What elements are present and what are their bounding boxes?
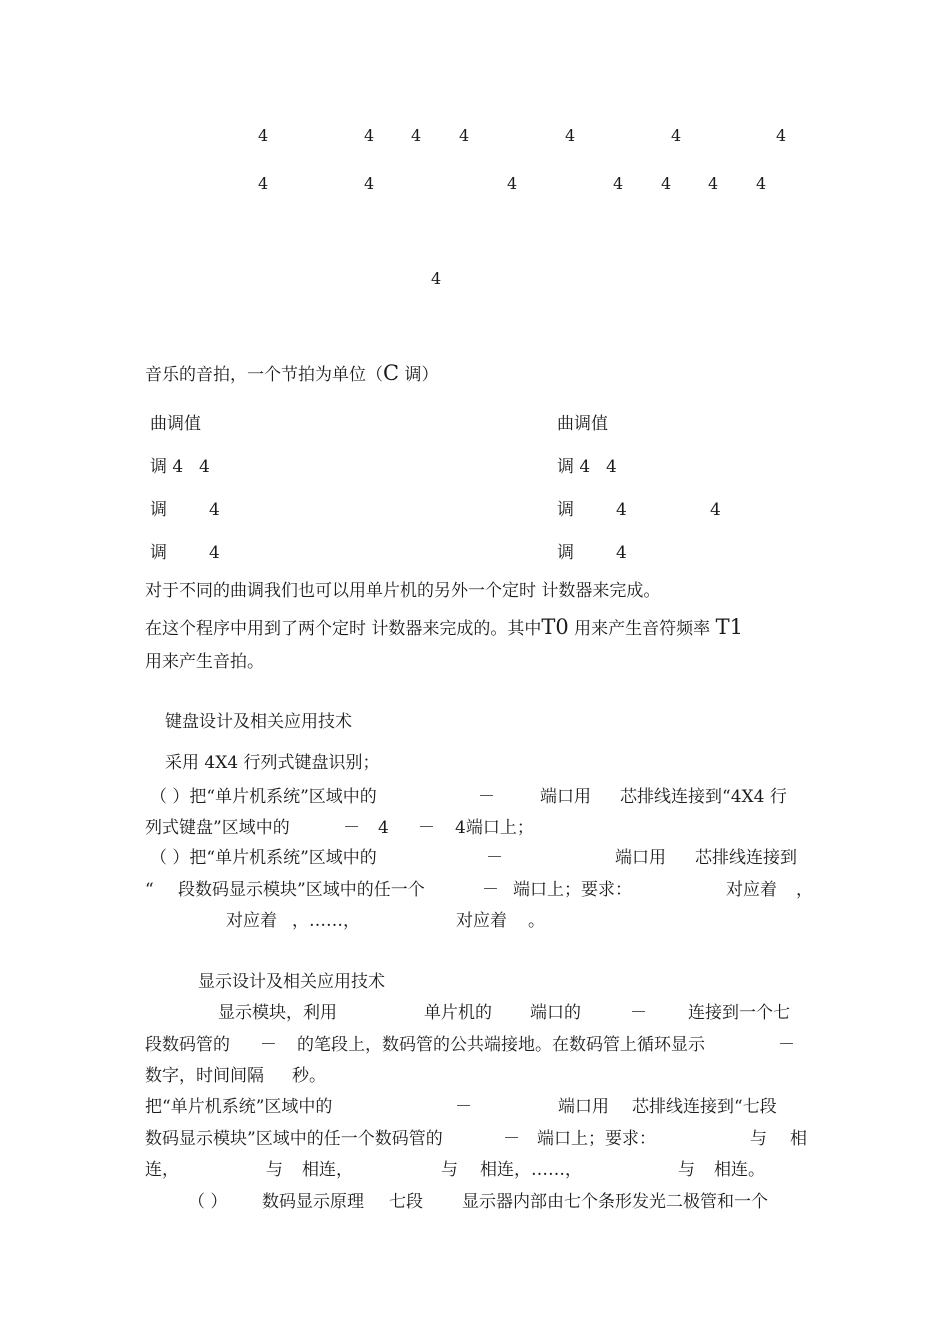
table-cell: 4 bbox=[606, 457, 617, 477]
digit: 4 bbox=[364, 126, 375, 145]
text: 秒。 bbox=[292, 1066, 326, 1086]
text: ， bbox=[796, 880, 813, 900]
digit: 4 bbox=[459, 126, 470, 145]
digit: 4 bbox=[613, 174, 624, 193]
text: 列式键盘”区域中的 bbox=[145, 818, 290, 838]
text: 端口用 bbox=[558, 1097, 609, 1117]
text: 在这个程序中用到了两个定时 计数器来完成的。其中 bbox=[145, 619, 542, 639]
table-cell: 调 bbox=[557, 500, 574, 520]
beat-unit-line bbox=[145, 363, 438, 384]
text: 端口用 bbox=[540, 787, 591, 807]
text: － bbox=[478, 787, 495, 807]
section-heading-display: 显示设计及相关应用技术 bbox=[198, 972, 385, 992]
table-left-header: 曲调值 bbox=[150, 414, 201, 434]
table-cell: 4 bbox=[710, 500, 721, 520]
text: （ ） bbox=[188, 1192, 228, 1212]
text: 把“单片机系统”区域中的 bbox=[145, 1097, 333, 1117]
text: （ ）把“单片机系统”区域中的 bbox=[150, 787, 377, 807]
digit: 4 bbox=[565, 126, 576, 145]
paragraph: 采用 4X4 行列式键盘识别； bbox=[165, 753, 380, 773]
digit: 4 bbox=[411, 126, 422, 145]
table-cell: 4 bbox=[199, 457, 210, 477]
digit: 4 bbox=[258, 174, 269, 193]
paragraph: 用来产生音拍。 bbox=[145, 652, 264, 672]
text: 单片机的 bbox=[424, 1003, 492, 1023]
text: 与 bbox=[678, 1160, 695, 1180]
text: 显示器内部由七个条形发光二极管和一个 bbox=[462, 1192, 768, 1212]
table-cell: 调 bbox=[150, 500, 167, 520]
text: 数码显示原理 bbox=[262, 1192, 364, 1212]
text: 与 bbox=[441, 1160, 458, 1180]
table-cell: 调 bbox=[557, 543, 574, 563]
text: 与 bbox=[750, 1129, 767, 1149]
digit: 4 bbox=[708, 174, 719, 193]
text: 段数码管的 bbox=[145, 1035, 230, 1055]
text: 端口用 bbox=[615, 848, 666, 868]
table-cell: 调 4 bbox=[150, 457, 184, 477]
digit: 4 bbox=[431, 269, 442, 288]
text: 相连，……， bbox=[480, 1160, 582, 1180]
table-cell: 4 bbox=[616, 543, 627, 563]
text: 对应着 bbox=[726, 880, 777, 900]
text: 对应着 bbox=[456, 911, 507, 931]
digit: 4 bbox=[507, 174, 518, 193]
text: － bbox=[343, 818, 360, 838]
table-cell: 调 bbox=[150, 543, 167, 563]
digit: 4 bbox=[756, 174, 767, 193]
text: 数码显示模块”区域中的任一个数码管的 bbox=[145, 1129, 443, 1149]
text: 。 bbox=[528, 911, 545, 931]
key-c: C bbox=[383, 361, 400, 385]
t0-label: T0 bbox=[541, 615, 569, 639]
digit: 4 bbox=[661, 174, 672, 193]
text: 数字，时间间隔 bbox=[145, 1066, 264, 1086]
text: “ bbox=[145, 880, 154, 900]
text: 芯排线连接到“七段 bbox=[632, 1097, 777, 1117]
text: 七段 bbox=[389, 1192, 423, 1212]
text: 4 bbox=[378, 818, 389, 838]
text: 的笔段上，数码管的公共端接地。在数码管上循环显示 bbox=[297, 1035, 705, 1055]
text: 相 bbox=[790, 1129, 807, 1149]
text: － bbox=[503, 1129, 520, 1149]
text: 段数码显示模块”区域中的任一个 bbox=[178, 880, 425, 900]
text: － bbox=[482, 880, 499, 900]
table-cell: 4 bbox=[209, 500, 220, 520]
text: ，……， bbox=[292, 911, 360, 931]
text: － bbox=[778, 1035, 795, 1055]
text: 对应着 bbox=[226, 911, 277, 931]
text: － bbox=[418, 818, 435, 838]
digit: 4 bbox=[258, 126, 269, 145]
text: 相连， bbox=[302, 1160, 353, 1180]
table-cell: 调 4 bbox=[557, 457, 591, 477]
table-cell: 4 bbox=[209, 543, 220, 563]
text: 显示模块，利用 bbox=[218, 1003, 337, 1023]
text: 端口的 bbox=[530, 1003, 581, 1023]
section-heading-keyboard: 键盘设计及相关应用技术 bbox=[165, 712, 352, 732]
t1-label: T1 bbox=[715, 615, 743, 639]
digit: 4 bbox=[671, 126, 682, 145]
text: 端口上；要求： bbox=[537, 1129, 656, 1149]
text: （ ）把“单片机系统”区域中的 bbox=[150, 848, 377, 868]
digit: 4 bbox=[364, 174, 375, 193]
text: 相连。 bbox=[714, 1160, 765, 1180]
text: － bbox=[455, 1097, 472, 1117]
table-right-header: 曲调值 bbox=[557, 414, 608, 434]
text: 连， bbox=[145, 1160, 179, 1180]
paragraph: 对于不同的曲调我们也可以用单片机的另外一个定时 计数器来完成。 bbox=[145, 581, 661, 601]
text: 芯排线连接到 bbox=[695, 848, 797, 868]
text: 调） bbox=[399, 365, 439, 385]
text: － bbox=[260, 1035, 277, 1055]
text: 连接到一个七 bbox=[688, 1003, 790, 1023]
text: － bbox=[630, 1003, 647, 1023]
text: 端口上；要求： bbox=[513, 880, 632, 900]
text: － bbox=[486, 848, 503, 868]
text: 音乐的音拍，一个节拍为单位（ bbox=[145, 365, 383, 385]
text: 4端口上； bbox=[455, 818, 534, 838]
text: 与 bbox=[266, 1160, 283, 1180]
paragraph bbox=[145, 617, 743, 638]
digit: 4 bbox=[776, 126, 787, 145]
text: 用来产生音符频率 bbox=[568, 619, 716, 639]
table-cell: 4 bbox=[616, 500, 627, 520]
text: 芯排线连接到“4X4 行 bbox=[620, 787, 787, 807]
